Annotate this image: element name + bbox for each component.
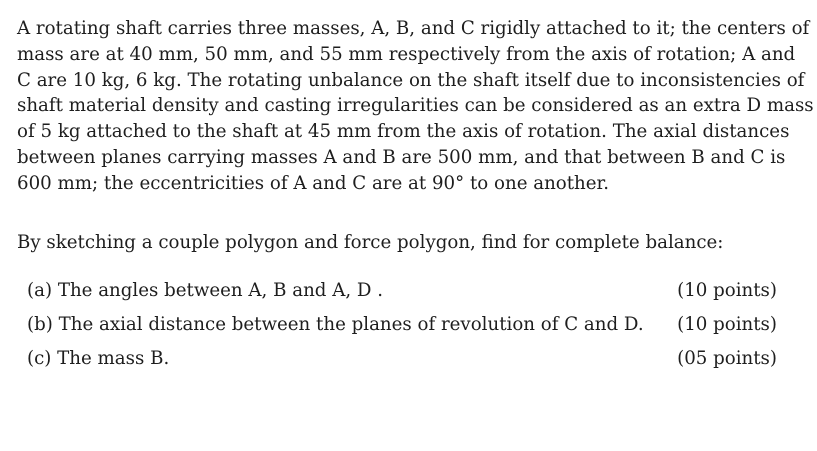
problem-line: between planes carrying masses A and B are 500 mm, and that between B and C is — [17, 146, 786, 168]
question-points: (10 points) — [677, 314, 777, 335]
problem-line: shaft material density and casting irregularities can be considered as an extra D mass — [17, 95, 814, 117]
question-list — [27, 278, 777, 380]
problem-line: mass are at 40 mm, 50 mm, and 55 mm respectively from the axis of rotation; A and — [17, 43, 796, 65]
question-text: (c) The mass B. — [27, 348, 170, 369]
problem-line: of 5 kg attached to the shaft at 45 mm from the axis of rotation. The axial distances — [17, 121, 790, 143]
problem-line: C are 10 kg, 6 kg. The rotating unbalance on the shaft itself due to inconsistencies of — [17, 69, 805, 91]
instruction-text: By sketching a couple polygon and force polygon, find for complete balance: — [17, 232, 724, 253]
question-points: (05 points) — [677, 348, 777, 369]
problem-line: A rotating shaft carries three masses, A, B, and C rigidly attached to it; the centers of — [17, 18, 810, 39]
problem-line: 600 mm; the eccentricities of A and C are at 90° to one another. — [17, 172, 610, 194]
question-points: (10 points) — [677, 280, 777, 301]
problem-statement — [17, 16, 814, 197]
question-text: (a) The angles between A, B and A, D . — [27, 280, 384, 301]
question-text: (b) The axial distance between the planes of revolution of C and D. — [27, 314, 644, 335]
question-a — [27, 278, 777, 312]
question-c — [27, 346, 777, 380]
question-b — [27, 312, 777, 346]
